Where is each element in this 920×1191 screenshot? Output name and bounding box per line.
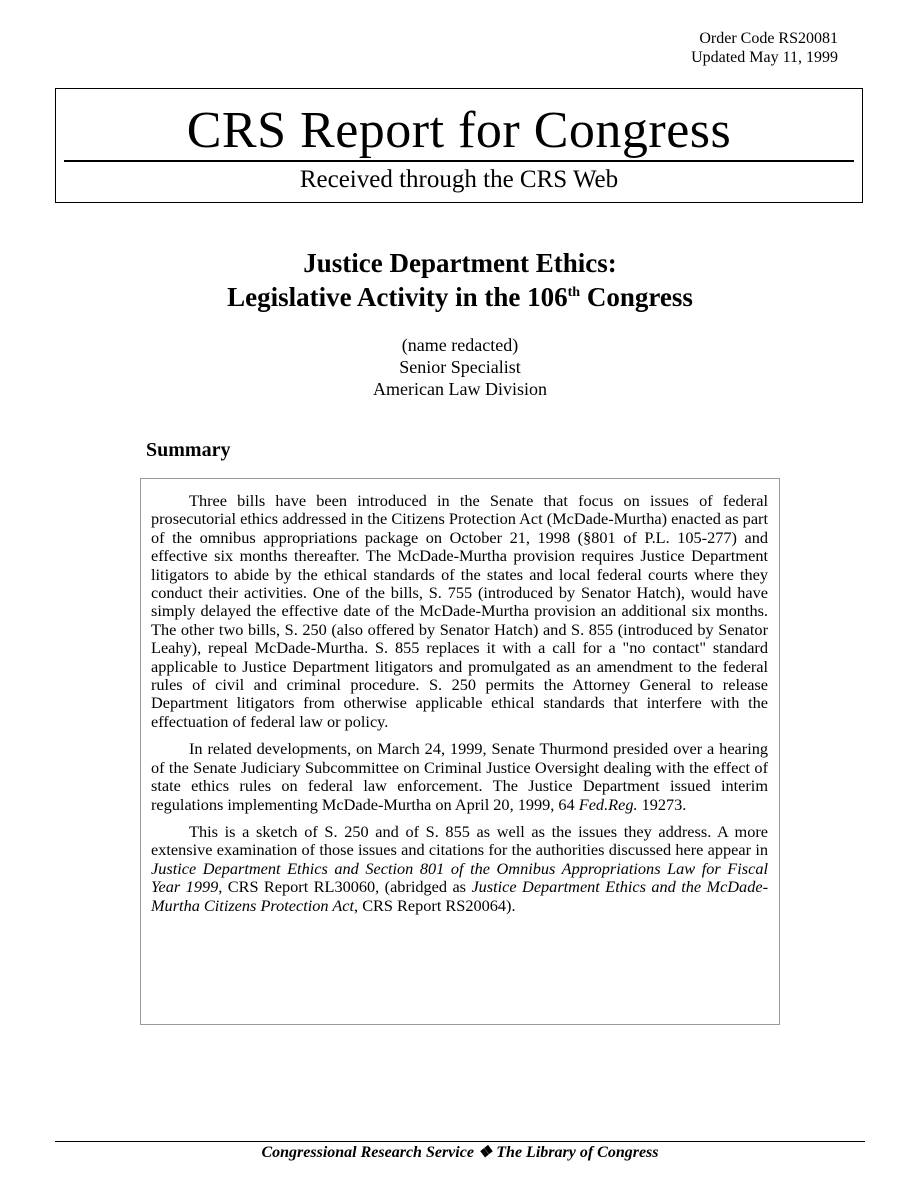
para2-citation: Fed.Reg. [578, 794, 638, 814]
updated-date: Updated May 11, 1999 [691, 49, 838, 66]
author-division: American Law Division [373, 379, 547, 399]
para3-text-a: This is a sketch of S. 250 and of S. 855 as well as the issues they address. A more extensive examination of those issues and citations for the authorities discussed here appear in [151, 821, 768, 860]
author-name: (name redacted) [401, 335, 519, 355]
para3-text-b: , CRS Report RL30060, (abridged as [218, 877, 472, 897]
para3-report-title-1: Justice Department Ethics and Section 801 of the Omnibus Appropriations Law for Fiscal Year 1999 [151, 858, 768, 897]
banner-title: CRS Report for Congress [186, 102, 732, 159]
summary-paragraph-3 [151, 823, 768, 915]
banner-subtitle: Received through the CRS Web [299, 166, 619, 193]
summary-paragraph-1: Three bills have been introduced in the Senate that focus on issues of federal prosecutorial ethics addressed in the Citizens Protection Act (McDade-Murtha) enacted as part of the omnibus appropriations package on October 21, 1998 (§801 of P.L. 105-277) and effective six months thereafter. The McDade-Murtha provision requires Justice Department litigators to abide by the ethical standards of the states and local federal courts where they conduct their activities. One of the bills, S. 755 (introduced by Senator Hatch), would have simply delayed the effective date of the McDade-Murtha provision an additional six months. The other two bills, S. 250 (also offered by Senator Hatch) and S. 855 (introduced by Senator Leahy), repeal McDade-Murtha. S. 855 replaces it with a call for a "no contact" standard applicable to Justice Department litigators and promulgated as an amendment to the federal rules of civil and criminal procedure. S. 250 permits the Attorney General to release Department litigators from otherwise applicable ethical standards that interfere with the effectuation of federal law or policy. [151, 491, 768, 731]
summary-heading: Summary [146, 439, 231, 461]
report-banner [55, 88, 863, 203]
title-line-2 [0, 280, 920, 314]
banner-divider [64, 160, 854, 162]
order-info [691, 29, 838, 67]
para2-text-a: In related developments, on March 24, 1999, Senate Thurmond presided over a hearing of the Senate Judiciary Subcommittee on Criminal Justice Oversight dealing with the effect of state ethics rules on federal law enforcement. The Justice Department issued interim regulations implementing McDade-Murtha on April 20, 1999, 64 [151, 739, 768, 814]
footer-text: Congressional Research Service ❖ The Library of Congress [261, 1144, 659, 1161]
para3-text-c: , CRS Report RS20064). [354, 895, 516, 915]
para2-text-b: 19273. [637, 794, 687, 814]
title-line-2-text: Legislative Activity in the 106 [227, 282, 568, 312]
document-title [0, 246, 920, 314]
summary-box [140, 478, 780, 1025]
summary-paragraph-2 [151, 740, 768, 814]
footer-divider [55, 1141, 865, 1142]
order-code: Order Code RS20081 [699, 30, 838, 47]
title-superscript: th [567, 285, 581, 300]
title-line-1: Justice Department Ethics: [303, 248, 617, 278]
author-block [0, 334, 920, 400]
title-line-2-end: Congress [580, 282, 693, 312]
para3-report-title-2: Justice Department Ethics and the McDade-Murtha Citizens Protection Act [151, 877, 768, 915]
author-title: Senior Specialist [399, 357, 521, 377]
